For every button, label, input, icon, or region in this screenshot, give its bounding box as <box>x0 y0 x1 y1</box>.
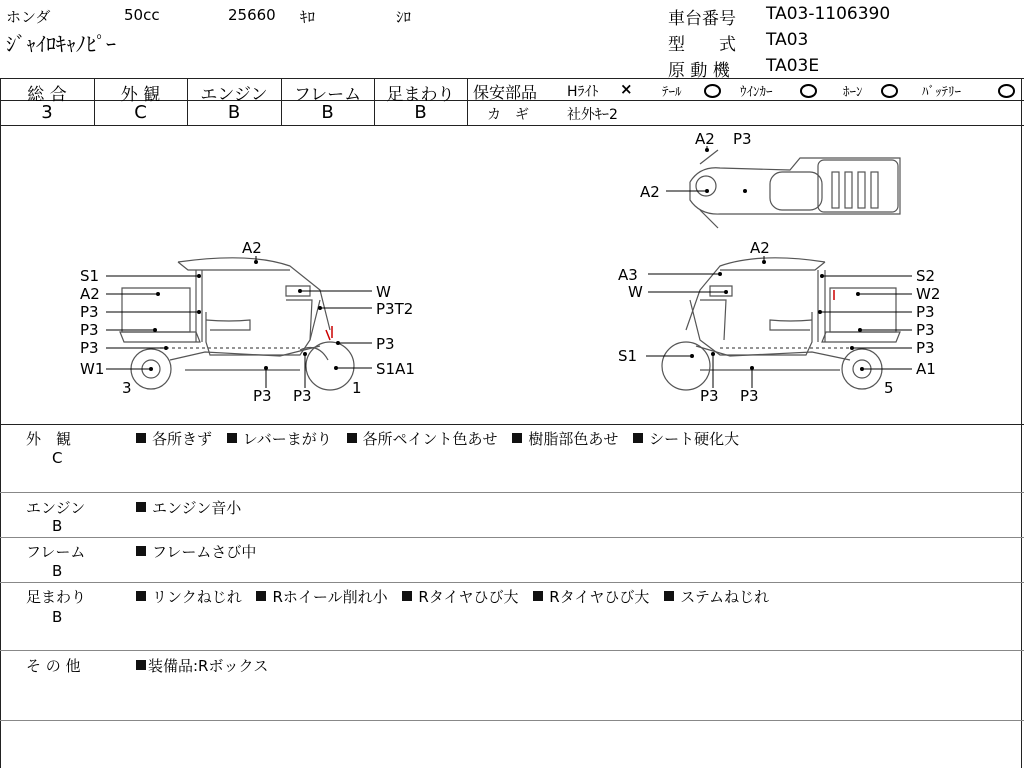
tail-label: ﾃｰﾙ <box>662 85 682 100</box>
diagram-label: P3 <box>733 130 752 148</box>
maker: ホンダ <box>6 8 51 26</box>
type-value: TA03 <box>766 30 809 50</box>
divider <box>0 537 1024 538</box>
remark-title: 足まわり <box>26 588 87 606</box>
diagram-label: A1 <box>916 360 936 378</box>
type-label: 型 式 <box>668 35 736 55</box>
remark-item: エンジン音小 <box>152 499 242 517</box>
grade-header-frame: フレーム <box>293 85 362 105</box>
grade-header-overall: 総 合 <box>27 85 67 105</box>
diagram-label: A2 <box>695 130 715 148</box>
bullet-square-icon <box>227 433 237 443</box>
diagram-label: W <box>628 283 643 301</box>
tail-ok-mark <box>704 84 721 98</box>
diagram-label: P3 <box>376 335 395 353</box>
diagram-label: P3 <box>80 321 99 339</box>
safety-title: 保安部品 <box>473 83 538 102</box>
diagram-label: 3 <box>122 379 132 397</box>
key-value: 社外ｷｰ2 <box>567 107 618 123</box>
diagram-label: P3T2 <box>376 300 414 318</box>
remark-grade: B <box>52 517 63 535</box>
divider <box>468 100 1024 101</box>
remark-item: 装備品:Rボックス <box>148 657 269 675</box>
diagram-label: 5 <box>884 379 894 397</box>
divider <box>0 582 1024 583</box>
remark-item: 樹脂部色あせ <box>528 430 619 448</box>
grade-suspension: B <box>414 102 427 123</box>
bullet-square-icon <box>136 502 146 512</box>
remark-item: Rタイヤひび大 <box>418 588 519 606</box>
divider <box>0 492 1024 493</box>
remark-grade: B <box>52 562 63 580</box>
bullet-square-icon <box>347 433 357 443</box>
diagram-label: A2 <box>242 239 262 257</box>
bullet-square-icon <box>256 591 266 601</box>
model-name: ｼﾞｬｲﾛｷｬﾉﾋﾟｰ <box>6 32 116 56</box>
bullet-square-icon <box>664 591 674 601</box>
border-right <box>1021 78 1022 768</box>
divider <box>0 125 1024 126</box>
grade-exterior: C <box>134 102 147 123</box>
diagram-label: A3 <box>618 266 638 284</box>
remark-item: 各所ペイント色あせ <box>362 430 498 448</box>
remark-items <box>136 655 278 676</box>
diagram-label: P3 <box>253 387 272 405</box>
diagram-label: A2 <box>750 239 770 257</box>
grade-frame: B <box>321 102 334 123</box>
diagram-label: P3 <box>916 339 935 357</box>
diagram-label: 1 <box>352 379 362 397</box>
frame-no-label: 車台番号 <box>668 9 736 29</box>
remark-title: エンジン <box>26 499 86 517</box>
remark-items <box>136 497 251 518</box>
headlight-mark: × <box>620 80 633 98</box>
diagram-label: P3 <box>293 387 312 405</box>
bullet-square-icon <box>136 660 146 670</box>
diagram-label: A2 <box>80 285 100 303</box>
horn-ok-mark <box>881 84 898 98</box>
remark-item: レバーまがり <box>242 430 332 448</box>
frame-no: TA03-1106390 <box>766 4 891 24</box>
border-left <box>0 78 1 768</box>
diagram-label: A2 <box>640 183 660 201</box>
bullet-square-icon <box>136 546 146 556</box>
divider <box>467 78 468 125</box>
winker-ok-mark <box>800 84 817 98</box>
grade-header-engine: エンジン <box>200 85 268 105</box>
bullet-square-icon <box>136 433 146 443</box>
remark-item: Rホイール削れ小 <box>272 588 388 606</box>
remark-title: フレーム <box>26 543 86 561</box>
divider <box>0 424 1024 425</box>
bullet-square-icon <box>136 591 146 601</box>
headlight-label: Hﾗｲﾄ <box>567 84 599 100</box>
remark-items <box>136 586 779 607</box>
grade-header-exterior: 外 観 <box>120 85 161 105</box>
diagram-label: S1A1 <box>376 360 415 378</box>
mileage-unit: ｷﾛ <box>300 8 316 26</box>
engine-value: TA03E <box>766 56 820 76</box>
diagram-label: P3 <box>80 339 99 357</box>
divider <box>0 78 1024 79</box>
key-label: カ ギ <box>487 107 529 123</box>
diagram-label: P3 <box>916 303 935 321</box>
remark-item: ステムねじれ <box>680 588 770 606</box>
remark-item: Rタイヤひび大 <box>549 588 650 606</box>
remark-items <box>136 541 266 562</box>
winker-label: ｳｲﾝｶｰ <box>740 85 773 100</box>
diagram-label: W <box>376 283 391 301</box>
bullet-square-icon <box>512 433 522 443</box>
grade-overall: 3 <box>41 102 53 123</box>
battery-label: ﾊﾞｯﾃﾘｰ <box>922 85 961 100</box>
bullet-square-icon <box>402 591 412 601</box>
diagram-label: S1 <box>618 347 638 365</box>
displacement: 50cc <box>124 6 160 24</box>
diagram-label: P3 <box>740 387 759 405</box>
remark-grade: B <box>52 608 63 626</box>
remark-item: シート硬化大 <box>649 430 740 448</box>
bullet-square-icon <box>633 433 643 443</box>
remark-item: 各所きず <box>152 430 213 448</box>
diagram-label: W2 <box>916 285 941 303</box>
diagram-label: P3 <box>80 303 99 321</box>
diagram-label: S2 <box>916 267 936 285</box>
mileage: 25660 <box>228 6 276 24</box>
engine-label: 原 動 機 <box>668 61 730 81</box>
grade-engine: B <box>227 102 241 123</box>
horn-label: ﾎｰﾝ <box>843 85 863 100</box>
bullet-square-icon <box>533 591 543 601</box>
remark-items <box>136 428 749 449</box>
remark-title: そ の 他 <box>26 657 81 675</box>
divider <box>0 650 1024 651</box>
remark-title: 外 観 <box>26 430 72 448</box>
divider <box>0 720 1024 721</box>
remark-item: フレームさび中 <box>152 543 257 561</box>
color: ｼﾛ <box>396 8 412 26</box>
remark-grade: C <box>52 449 63 467</box>
remark-item: リンクねじれ <box>152 588 242 606</box>
diagram-label: W1 <box>80 360 105 378</box>
battery-ok-mark <box>998 84 1015 98</box>
grade-header-suspension: 足まわり <box>386 85 455 105</box>
diagram-label: S1 <box>80 267 100 285</box>
diagram-label: P3 <box>700 387 719 405</box>
diagram-label: P3 <box>916 321 935 339</box>
